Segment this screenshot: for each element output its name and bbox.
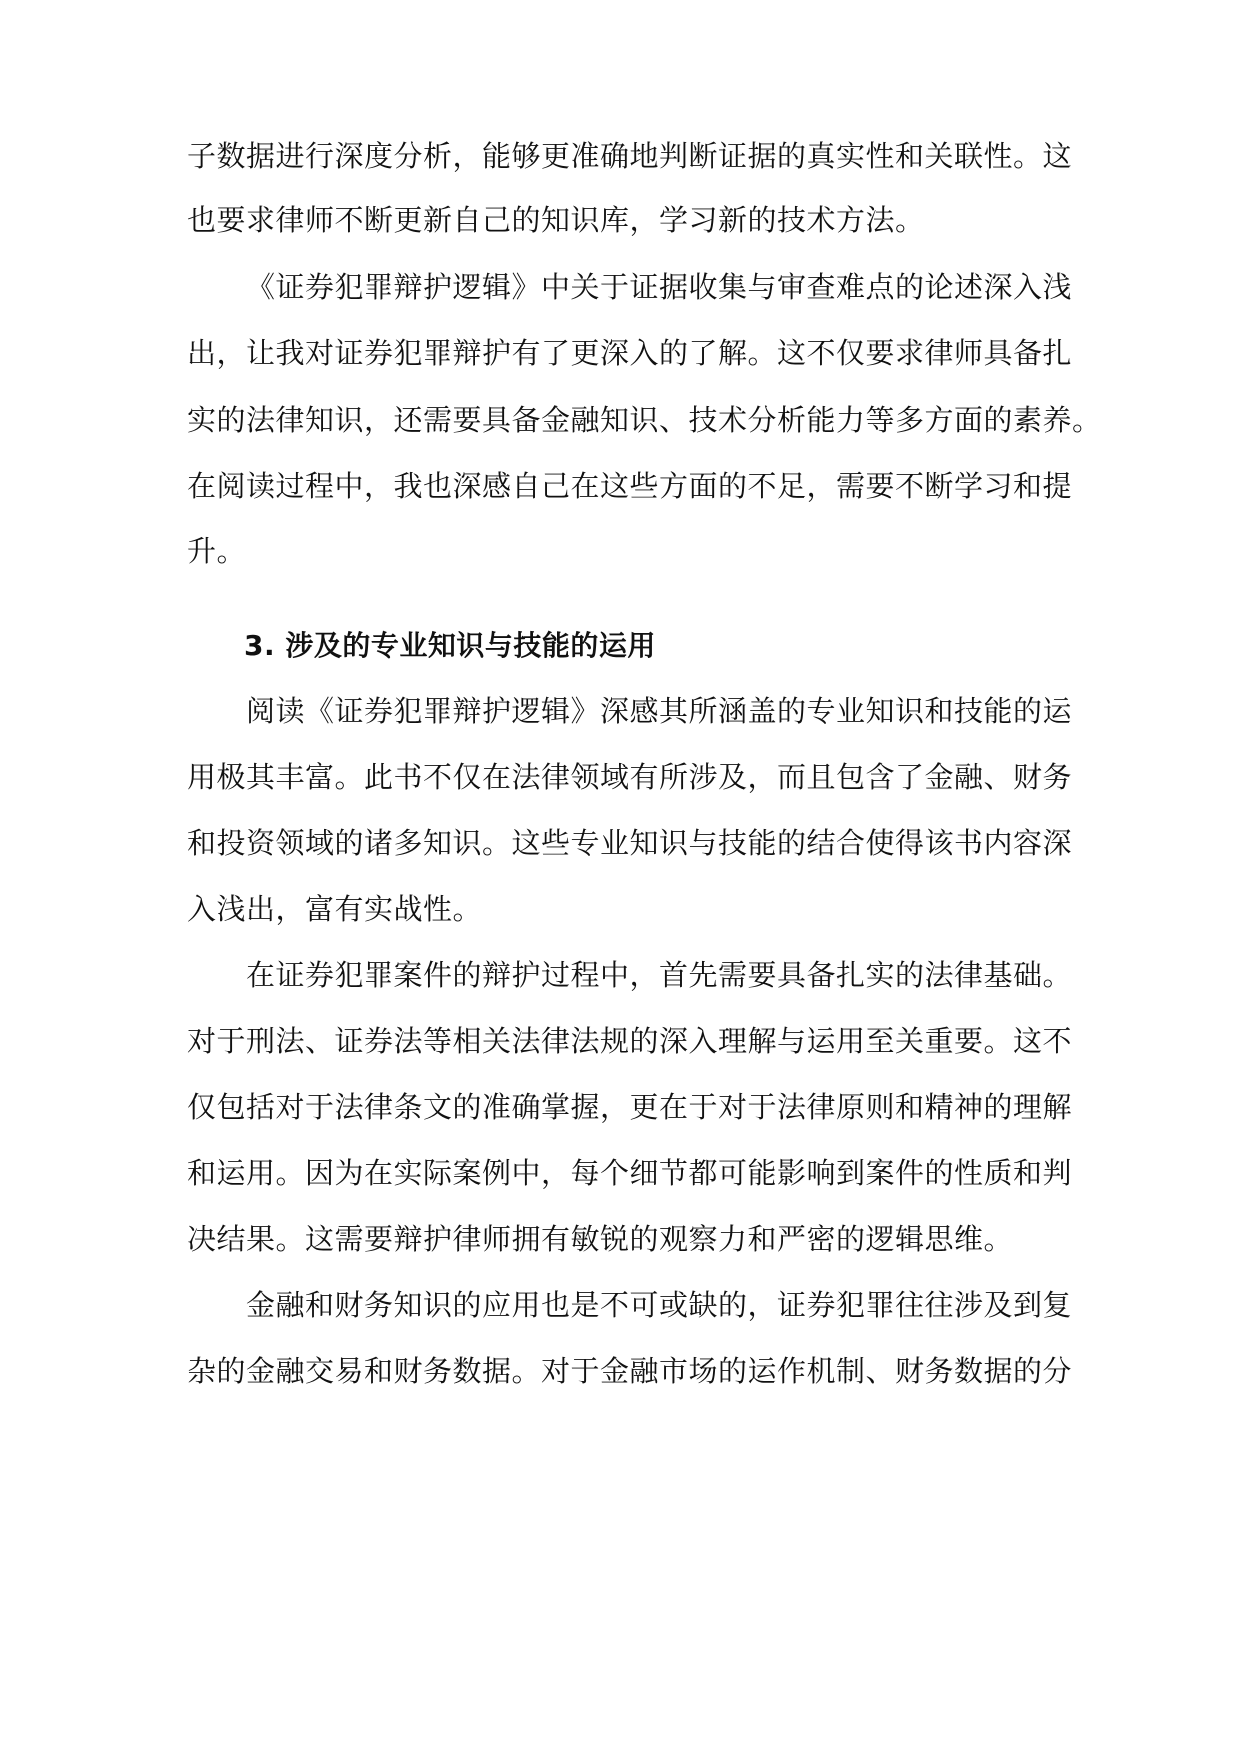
paragraph-2-line-1: 《证券犯罪辩护逻辑》中关于证据收集与审查难点的论述深入浅 bbox=[246, 270, 1073, 304]
paragraph-2-line-2: 出，让我对证券犯罪辩护有了更深入的了解。这不仅要求律师具备扎 bbox=[187, 336, 1073, 370]
paragraph-3-line-3: 和投资领域的诸多知识。这些专业知识与技能的结合使得该书内容深 bbox=[187, 826, 1073, 860]
paragraph-2-line-5: 升。 bbox=[187, 534, 247, 568]
paragraph-1-line-2: 也要求律师不断更新自己的知识库，学习新的技术方法。 bbox=[187, 203, 925, 237]
section-heading: 3. 涉及的专业知识与技能的运用 bbox=[244, 629, 656, 662]
paragraph-4-line-3: 仅包括对于法律条文的准确掌握，更在于对于法律原则和精神的理解 bbox=[187, 1090, 1073, 1124]
paragraph-4-line-1: 在证券犯罪案件的辩护过程中，首先需要具备扎实的法律基础。 bbox=[246, 958, 1073, 992]
paragraph-5-line-2: 杂的金融交易和财务数据。对于金融市场的运作机制、财务数据的分 bbox=[187, 1354, 1073, 1388]
paragraph-2-line-4: 在阅读过程中，我也深感自己在这些方面的不足，需要不断学习和提 bbox=[187, 469, 1073, 503]
paragraph-3-line-2: 用极其丰富。此书不仅在法律领域有所涉及，而且包含了金融、财务 bbox=[187, 760, 1073, 794]
paragraph-5-line-1: 金融和财务知识的应用也是不可或缺的，证券犯罪往往涉及到复 bbox=[246, 1288, 1073, 1322]
paragraph-4-line-4: 和运用。因为在实际案例中，每个细节都可能影响到案件的性质和判 bbox=[187, 1156, 1073, 1190]
paragraph-3-line-4: 入浅出，富有实战性。 bbox=[187, 892, 483, 926]
paragraph-3-line-1: 阅读《证券犯罪辩护逻辑》深感其所涵盖的专业知识和技能的运 bbox=[246, 694, 1073, 728]
paragraph-4-line-5: 决结果。这需要辩护律师拥有敏锐的观察力和严密的逻辑思维。 bbox=[187, 1222, 1014, 1256]
paragraph-2-line-3: 实的法律知识，还需要具备金融知识、技术分析能力等多方面的素养。 bbox=[187, 403, 1102, 437]
paragraph-4-line-2: 对于刑法、证券法等相关法律法规的深入理解与运用至关重要。这不 bbox=[187, 1024, 1073, 1058]
paragraph-1-line-1: 子数据进行深度分析，能够更准确地判断证据的真实性和关联性。这 bbox=[187, 139, 1073, 173]
